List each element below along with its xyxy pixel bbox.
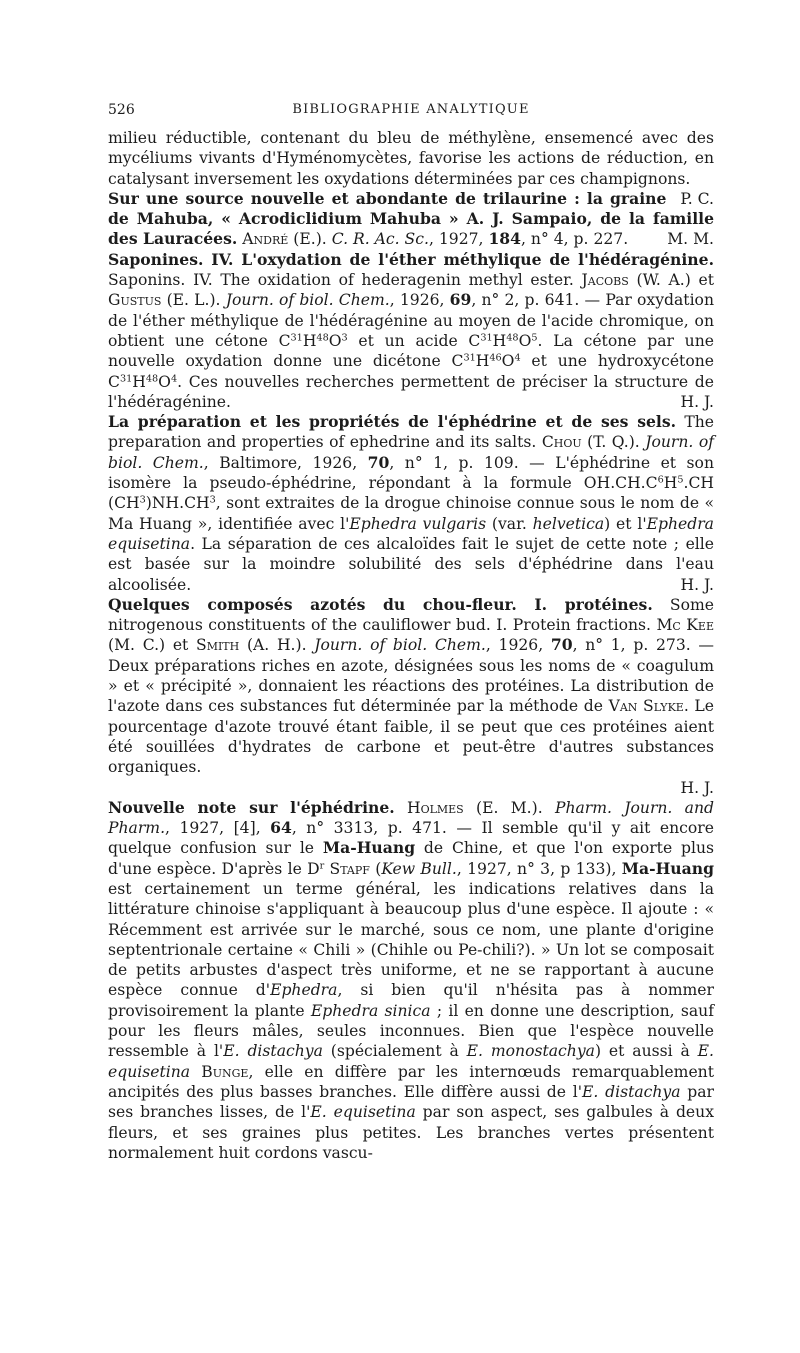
journal-name: Pharm. Journ. and Pharm. — [108, 798, 714, 838]
reference-issue: , n° 1, p. 273. — [572, 636, 691, 655]
author-initials: (M. C.) et — [108, 636, 197, 655]
author-name: Smith — [196, 636, 240, 655]
summary-text: est certainement un terme général, les indications relatives dans la littérature chinoise s'appliquant à beaucoup plus d'une espèce. Il ajoute : « Récemment est arrivée sur le marché, sous ce nom, une plante d'origine septentrionale certaine « Chili » (Chihle ou Pe-chili?). » Un lot se composait de petits arbustes d'aspect très uniforme, et ne se rapportant à aucune espèce connue d' — [108, 879, 714, 1000]
signature: H. J. — [680, 392, 714, 411]
page-number: 526 — [108, 102, 135, 118]
bibliography-entry-saponines — [108, 250, 714, 412]
formula-index: 31 — [480, 332, 493, 344]
author-name: Stapf — [329, 859, 370, 878]
summary-text: par son aspect, ses galbules à deux fleurs, et ses graines plus petites. Les branches vertes présentent normalement huit cordons vascu- — [108, 1103, 714, 1162]
species-name: E. distachya — [223, 1042, 323, 1061]
summary-text: ; il en donne une description, sauf pour les fleurs mâles, seules inconnues. Bien que l'espèce nouvelle ressemble à l' — [108, 1001, 714, 1061]
reference-issue: , n° 1, p. 109. — [389, 453, 519, 472]
signature: H. J. — [680, 778, 714, 797]
reference-volume: 70 — [550, 635, 573, 655]
formula-text: .CH (CH — [108, 474, 714, 513]
author-initials: (A. H.). — [239, 636, 315, 655]
formula-index: 31 — [290, 332, 303, 344]
running-title: BIBLIOGRAPHIE ANALYTIQUE — [292, 102, 530, 117]
author-name: Bunge — [201, 1062, 249, 1081]
entry-title: Saponines. IV. L'oxydation de l'éther méthylique de l'hédéragénine. — [108, 249, 714, 269]
entry-title: Nouvelle note sur l'éphédrine. — [108, 797, 395, 817]
summary-text: — Deux préparations riches en azote, désignées sous les noms de « coagulum » et « précipité », donnaient les réactions des protéines. La distribution de l'azote dans ces substances fut déterminée par la méthode de — [108, 636, 714, 716]
author-initials: (E. L.). — [161, 291, 226, 310]
author-initials: (E.). — [288, 230, 332, 249]
summary-text: de Chine, et que l'on exporte plus d'une espèce. D'après le D — [108, 839, 714, 878]
summary-text: ) et aussi à — [594, 1042, 698, 1061]
formula-index: 31 — [119, 373, 133, 385]
title-abbreviation: r — [319, 860, 325, 872]
author-initials: (W. A.) et — [628, 271, 714, 290]
summary-text: (spécialement à — [322, 1042, 467, 1061]
species-name: Ephedra — [270, 981, 338, 1000]
bibliography-entry-chou-fleur — [108, 595, 714, 798]
summary-text: , sont extraites de la drogue chinoise connue sous le nom de « Ma Huang », identifiée avec l' — [108, 494, 714, 533]
reference-volume: 64 — [270, 818, 292, 838]
author-name: Chou — [541, 433, 582, 452]
english-title: Some nitrogenous constituents of the cauliflower bud. I. Protein fractions. — [108, 595, 715, 635]
entry-title: Sur une source nouvelle et abondante de trilaurine : la graine de Mahuba, « Acrodiclidium Mahuba » A. J. Sampaio, de la famille des Lauracées. — [108, 188, 714, 249]
journal-name: Journ. of biol. Chem. — [314, 636, 486, 655]
formula-index: 4 — [170, 373, 178, 385]
reference-year: , 1926, — [485, 636, 551, 655]
reference-year: , 1927, — [428, 230, 489, 249]
formula-index: 3 — [209, 495, 216, 507]
species-name: Ephedra equisetina — [108, 514, 714, 553]
formula-index: 48 — [145, 373, 159, 385]
formula-index: 48 — [506, 332, 519, 344]
summary-text — [190, 1063, 201, 1081]
formula-text: H — [492, 331, 507, 350]
summary-text: . La séparation de ces alcaloïdes fait le sujet de cette note ; elle est basée sur la moindre solubilité des sels d'éphédrine dans l'eau alcoolisée. — [108, 534, 714, 594]
reference-issue: , n° 2, p. 641. — [471, 291, 580, 310]
summary-text: — Il semble qu'il y ait encore quelque confusion sur le — [108, 819, 714, 858]
author-initials: (T. Q.). — [581, 433, 646, 452]
reference-issue: , n° 3313, p. 471. — [291, 819, 447, 838]
summary-text: . Le pourcentage d'azote trouvé étant faible, il se peut que ces protéines aient été souillées d'hydrates de carbone et peut-être d'autres substances organiques. — [108, 697, 715, 777]
drug-name: Ma-Huang — [322, 838, 416, 858]
author-name: André — [242, 230, 289, 249]
formula-index: 3 — [139, 495, 146, 507]
bibliography-entry-trilaurine — [108, 189, 714, 250]
formula-index: 31 — [463, 352, 476, 364]
formula-text: H — [475, 352, 490, 371]
drug-name: Ma-Huang — [621, 858, 714, 878]
summary-text: par ses branches lisses, de l' — [108, 1082, 714, 1122]
journal-name: C. R. Ac. Sc. — [331, 230, 429, 249]
summary-text: ( — [369, 859, 382, 878]
reference-volume: 70 — [367, 452, 390, 472]
summary-text: , elle en diffère par les internœuds remarquablement ancipités des plus basses branches. Elle diffère aussi de l' — [108, 1062, 714, 1101]
species-name: E. equisetina — [108, 1042, 714, 1081]
summary-text: ) et l' — [604, 514, 647, 533]
formula-text: O — [158, 372, 171, 391]
species-name: E. equisetina — [310, 1103, 416, 1122]
author-name: Mc Kee — [656, 616, 714, 635]
formula-index: 4 — [514, 352, 521, 364]
page-header — [108, 92, 714, 128]
formula-index: 6 — [657, 474, 664, 486]
summary-text: — Par oxydation de l'éther méthylique de l'hédéragénine au moyen de l'acide chromique, on obtient une cétone C — [108, 291, 714, 350]
author-name: Jacobs — [581, 271, 629, 290]
summary-text: et une hydroxycétone C — [108, 352, 714, 391]
continuation-text: milieu réductible, contenant du bleu de méthylène, ensemencé avec des mycéliums vivants d'Hyménomycètes, favorise les actions de réduction, en catalysant inversement les oxydations déterminées par ces champignons. — [108, 129, 714, 188]
formula-index: 3 — [341, 332, 348, 344]
reference-volume: 184 — [488, 229, 522, 249]
reference-year: , 1927, [4], — [165, 819, 271, 838]
formula-text: O — [328, 331, 342, 350]
summary-text: — L'éphédrine et son isomère la pseudo-éphédrine, répondant à la formule OH.CH.C — [108, 453, 714, 493]
signature: M. M. — [667, 230, 714, 249]
english-title: Saponins. IV. The oxidation of hederagenin methyl ester. — [108, 271, 582, 290]
formula-text: H — [132, 372, 146, 391]
species-name: Ephedra sinica — [310, 1001, 431, 1020]
formula-text: O — [518, 331, 532, 350]
reference-year: , 1926, — [389, 291, 450, 310]
continuation-paragraph — [108, 128, 714, 208]
author-name: Holmes — [406, 798, 464, 817]
summary-text: et un acide C — [347, 331, 481, 350]
formula-index: 46 — [489, 352, 502, 364]
formula-text: H — [302, 331, 317, 350]
formula-text: H — [663, 474, 678, 493]
journal-name: Kew Bull. — [381, 859, 457, 878]
species-name: helvetica — [532, 514, 605, 533]
bibliography-entry-nouvelle-note-ephedrine — [108, 798, 714, 1163]
summary-text: . La cétone par une nouvelle oxydation donne une dicétone C — [108, 331, 715, 371]
formula-index: 5 — [677, 474, 684, 486]
formula-text: )NH.CH — [145, 494, 210, 513]
summary-text: , si bien qu'il n'hésita pas à nommer provisoirement la plante — [108, 981, 714, 1020]
entry-title: Quelques composés azotés du chou-fleur. I. protéines. — [108, 594, 653, 614]
summary-text: . Ces nouvelles recherches permettent de préciser la structure de l'hédéragénine. — [108, 372, 714, 411]
entry-title: La préparation et les propriétés de l'éphédrine et de ses sels. — [108, 412, 677, 432]
english-title: The preparation and properties of ephedrine and its salts. — [108, 413, 714, 452]
species-name: E. distachya — [582, 1082, 681, 1101]
signature: H. J. — [680, 575, 714, 594]
formula-index: 48 — [316, 332, 329, 344]
reference-volume: 69 — [449, 290, 472, 310]
species-name: E. monostachya — [466, 1042, 595, 1061]
formula-index: 5 — [531, 332, 538, 344]
bibliography-entry-ephedrine-preparation — [108, 412, 714, 595]
author-name: Van Slyke — [608, 697, 684, 716]
reference-year: , Baltimore, 1926, — [203, 453, 368, 472]
journal-name: Journ. of biol. Chem. — [225, 291, 390, 310]
reference-issue: , n° 4, p. 227. — [521, 230, 629, 249]
author-name: Gustus — [108, 291, 162, 310]
summary-text: (var. — [486, 514, 533, 533]
signature: P. C. — [680, 189, 714, 208]
summary-text: , 1927, n° 3, p 133), — [456, 859, 622, 878]
species-name: Ephedra vulgaris — [349, 514, 487, 533]
formula-text: O — [501, 352, 515, 371]
journal-name: Journ. of biol. Chem. — [108, 433, 714, 472]
author-initials: (E. M.). — [463, 798, 555, 817]
